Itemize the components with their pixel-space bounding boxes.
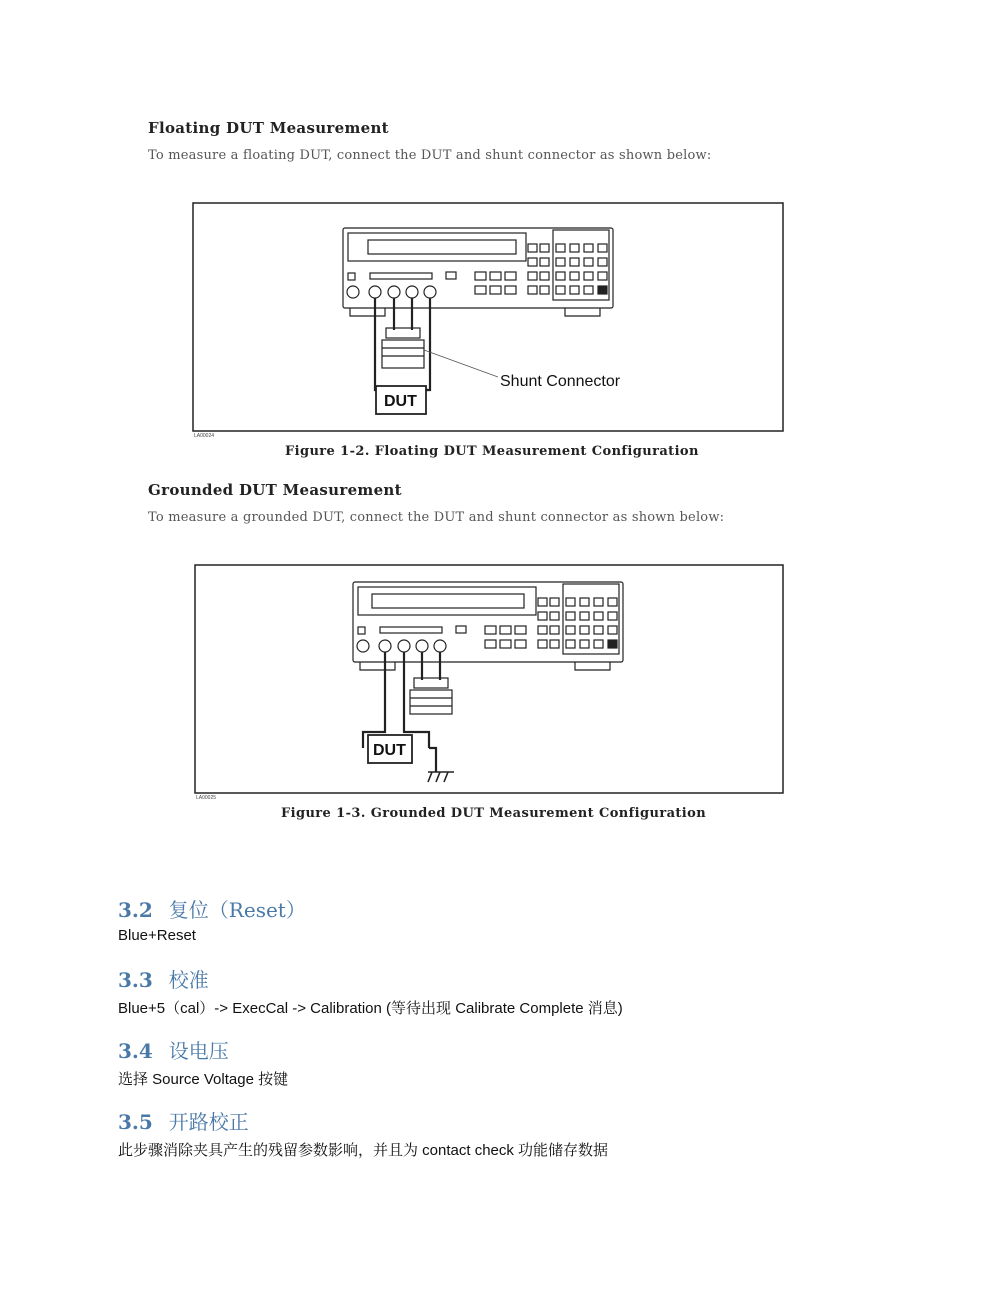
floating-figure: [190, 200, 790, 440]
floating-heading: Floating DUT Measurement: [148, 119, 389, 137]
section-3-5-heading: [118, 1106, 249, 1135]
shunt-connector: [410, 678, 452, 714]
section-3-4-heading: [118, 1035, 229, 1064]
grounded-caption: Figure 1-3. Grounded DUT Measurement Configuration: [281, 806, 707, 821]
cables: [375, 298, 430, 390]
section-number: 3.4: [118, 1039, 153, 1063]
section-3-2-body: Blue+Reset: [118, 927, 196, 944]
section-number: 3.5: [118, 1110, 153, 1134]
section-title: 设电压: [168, 1039, 229, 1063]
shunt-connector: [382, 328, 424, 368]
section-number: 3.3: [118, 968, 153, 992]
figure-id: LA00024: [194, 433, 215, 439]
section-title: 复位（Reset）: [168, 898, 306, 922]
section-3-3-body: Blue+5（cal）-> ExecCal -> Calibration (等待出现 Calibrate Complete 消息): [118, 1000, 623, 1017]
section-3-2-heading: [118, 894, 306, 923]
grounded-heading: Grounded DUT Measurement: [148, 481, 402, 499]
grounded-figure: [192, 562, 792, 804]
lcr-meter: [353, 582, 623, 670]
dut-label: DUT: [373, 742, 406, 759]
section-number: 3.2: [118, 898, 153, 922]
section-title: 开路校正: [168, 1110, 249, 1134]
figure-id: LA00025: [196, 795, 217, 801]
section-title: 校准: [168, 968, 209, 992]
floating-caption: Figure 1-2. Floating DUT Measurement Configuration: [285, 444, 699, 459]
figure-frame: [193, 203, 783, 431]
section-3-4-body: 选择 Source Voltage 按键: [118, 1071, 289, 1088]
section-3-3-heading: [118, 964, 209, 993]
figure-frame: [195, 565, 783, 793]
floating-intro: To measure a floating DUT, connect the DUT and shunt connector as shown below:: [148, 148, 712, 163]
lcr-meter: [343, 228, 613, 316]
dut-label: DUT: [384, 393, 417, 410]
shunt-callout: Shunt Connector: [500, 373, 621, 390]
ground-symbol: [428, 772, 454, 782]
section-3-5-body: 此步骤消除夹具产生的残留参数影响，并且为 contact check 功能储存数据: [118, 1142, 609, 1159]
grounded-intro: To measure a grounded DUT, connect the DUT and shunt connector as shown below:: [148, 510, 725, 525]
